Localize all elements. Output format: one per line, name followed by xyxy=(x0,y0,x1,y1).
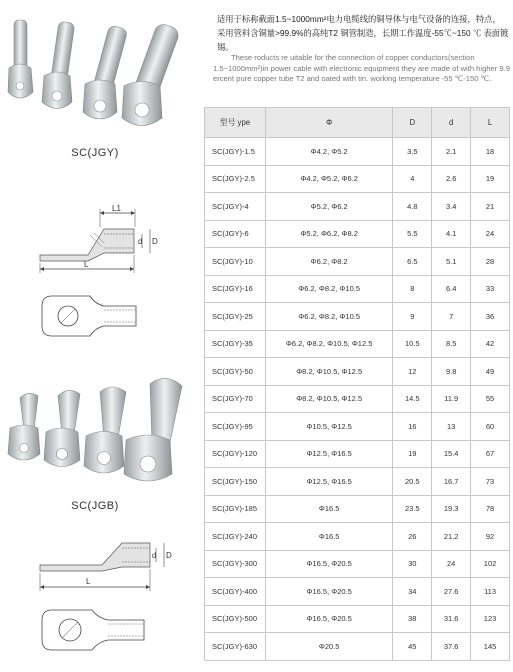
table-row xyxy=(205,220,510,248)
cell-d: 5.1 xyxy=(432,248,471,276)
header-phi: Φ xyxy=(265,108,392,138)
cell-l: 19 xyxy=(471,165,510,193)
cell-model: SC(JGY)-500 xyxy=(205,605,266,633)
cell-phi: Φ6.2, Φ8.2, Φ10.5 xyxy=(265,275,392,303)
cell-phi: Φ16.5, Φ20.5 xyxy=(265,550,392,578)
cell-model: SC(JGY)-95 xyxy=(205,413,266,441)
table-row xyxy=(205,385,510,413)
cell-l: 78 xyxy=(471,495,510,523)
cell-phi: Φ16.5 xyxy=(265,523,392,551)
cell-d: 16.7 xyxy=(432,468,471,496)
spec-table xyxy=(204,107,510,661)
cell-l: 55 xyxy=(471,385,510,413)
cell-d: 15.4 xyxy=(432,440,471,468)
cell-model: SC(JGY)-240 xyxy=(205,523,266,551)
table-body xyxy=(205,138,510,661)
header-big-d: D xyxy=(393,108,432,138)
cell-big-d: 30 xyxy=(393,550,432,578)
cell-phi: Φ4.2, Φ5.2 xyxy=(265,138,392,166)
cell-phi: Φ16.5 xyxy=(265,495,392,523)
cell-phi: Φ4.2, Φ5.2, Φ6.2 xyxy=(265,165,392,193)
cell-d: 37.6 xyxy=(432,633,471,661)
sc-jgy-photo xyxy=(0,0,190,135)
product-illustrations xyxy=(0,0,190,672)
cell-phi: Φ6.2, Φ8.2, Φ10.5 xyxy=(265,303,392,331)
cell-phi: Φ8.2, Φ10.5, Φ12.5 xyxy=(265,358,392,386)
table-row xyxy=(205,165,510,193)
cell-model: SC(JGY)-120 xyxy=(205,440,266,468)
cell-l: 21 xyxy=(471,193,510,221)
cell-big-d: 5.5 xyxy=(393,220,432,248)
cell-big-d: 26 xyxy=(393,523,432,551)
cell-big-d: 6.5 xyxy=(393,248,432,276)
cell-d: 24 xyxy=(432,550,471,578)
cell-d: 8.5 xyxy=(432,330,471,358)
cell-model: SC(JGY)-6 xyxy=(205,220,266,248)
table-row xyxy=(205,275,510,303)
cell-phi: Φ5.2, Φ6.2 xyxy=(265,193,392,221)
cell-d: 11.9 xyxy=(432,385,471,413)
cell-l: 145 xyxy=(471,633,510,661)
cell-model: SC(JGY)-2.5 xyxy=(205,165,266,193)
table-row xyxy=(205,193,510,221)
table-row xyxy=(205,358,510,386)
cell-l: 92 xyxy=(471,523,510,551)
sc-jgy-top-drawing xyxy=(40,292,180,342)
cell-d: 2.1 xyxy=(432,138,471,166)
cell-d: 3.4 xyxy=(432,193,471,221)
cell-big-d: 20.5 xyxy=(393,468,432,496)
cell-big-d: 4 xyxy=(393,165,432,193)
cell-l: 73 xyxy=(471,468,510,496)
cell-model: SC(JGY)-70 xyxy=(205,385,266,413)
spec-panel xyxy=(197,0,513,672)
cell-model: SC(JGY)-16 xyxy=(205,275,266,303)
cell-d: 7 xyxy=(432,303,471,331)
dim-d-label: d xyxy=(138,237,143,246)
sc-jgb-side-drawing xyxy=(30,535,180,595)
cell-big-d: 3.5 xyxy=(393,138,432,166)
cell-big-d: 9 xyxy=(393,303,432,331)
cell-phi: Φ8.2, Φ10.5, Φ12.5 xyxy=(265,385,392,413)
sc-jgy-side-drawing xyxy=(30,205,180,280)
table-row xyxy=(205,303,510,331)
cell-model: SC(JGY)-10 xyxy=(205,248,266,276)
dim-big-l-label: L xyxy=(84,260,89,269)
table-row xyxy=(205,330,510,358)
table-row xyxy=(205,578,510,606)
dim-big-l-label: L xyxy=(86,577,91,586)
cell-phi: Φ12.5, Φ16.5 xyxy=(265,468,392,496)
cell-model: SC(JGY)-25 xyxy=(205,303,266,331)
cell-phi: Φ10.5, Φ12.5 xyxy=(265,413,392,441)
cell-model: SC(JGY)-150 xyxy=(205,468,266,496)
cell-model: SC(JGY)-35 xyxy=(205,330,266,358)
cell-big-d: 38 xyxy=(393,605,432,633)
cell-d: 2.6 xyxy=(432,165,471,193)
table-row xyxy=(205,633,510,661)
description-english: These roducts re uitable for the connection of copper conductors(section 1.5~1000mm²)in power cable with electronic equipment they are made of with higher 9.9 ercent pure copper tube T2 and oated with tin. working temperature -55 ℃-150 ℃. xyxy=(213,53,510,83)
table-row xyxy=(205,413,510,441)
cell-big-d: 34 xyxy=(393,578,432,606)
cell-d: 4.1 xyxy=(432,220,471,248)
dim-d-label: d xyxy=(152,551,157,560)
table-row xyxy=(205,523,510,551)
sc-jgb-top-drawing xyxy=(40,606,180,656)
header-d: d xyxy=(432,108,471,138)
cell-big-d: 23.5 xyxy=(393,495,432,523)
cell-l: 67 xyxy=(471,440,510,468)
cell-phi: Φ5.2, Φ6.2, Φ8.2 xyxy=(265,220,392,248)
dim-big-d-label: D xyxy=(152,237,158,246)
cell-l: 36 xyxy=(471,303,510,331)
cell-model: SC(JGY)-4 xyxy=(205,193,266,221)
cell-l: 33 xyxy=(471,275,510,303)
sc-jgb-photo xyxy=(0,370,190,488)
cell-l: 123 xyxy=(471,605,510,633)
cell-model: SC(JGY)-630 xyxy=(205,633,266,661)
cell-phi: Φ12.5, Φ16.5 xyxy=(265,440,392,468)
cell-big-d: 19 xyxy=(393,440,432,468)
cell-big-d: 45 xyxy=(393,633,432,661)
cell-phi: Φ6.2, Φ8.2, Φ10.5, Φ12.5 xyxy=(265,330,392,358)
header-type: 型号 ype xyxy=(205,108,266,138)
cell-l: 49 xyxy=(471,358,510,386)
cell-d: 31.6 xyxy=(432,605,471,633)
cell-d: 21.2 xyxy=(432,523,471,551)
sc-jgb-caption: SC(JGB) xyxy=(71,500,119,512)
sc-jgy-caption: SC(JGY) xyxy=(71,147,119,159)
cell-l: 28 xyxy=(471,248,510,276)
table-row xyxy=(205,495,510,523)
cell-phi: Φ6.2, Φ8.2 xyxy=(265,248,392,276)
cell-phi: Φ16.5, Φ20.5 xyxy=(265,578,392,606)
dim-l1-label: L1 xyxy=(112,205,121,213)
cell-d: 27.6 xyxy=(432,578,471,606)
cell-big-d: 12 xyxy=(393,358,432,386)
cell-model: SC(JGY)-185 xyxy=(205,495,266,523)
cell-big-d: 10.5 xyxy=(393,330,432,358)
dim-big-d-label: D xyxy=(166,551,172,560)
cell-model: SC(JGY)-50 xyxy=(205,358,266,386)
table-row xyxy=(205,605,510,633)
table-row xyxy=(205,440,510,468)
cell-d: 6.4 xyxy=(432,275,471,303)
cell-d: 13 xyxy=(432,413,471,441)
cell-big-d: 4.8 xyxy=(393,193,432,221)
cell-l: 18 xyxy=(471,138,510,166)
table-row xyxy=(205,248,510,276)
cell-l: 24 xyxy=(471,220,510,248)
table-header-row xyxy=(205,108,510,138)
cell-d: 19.3 xyxy=(432,495,471,523)
table-row xyxy=(205,138,510,166)
cell-d: 9.8 xyxy=(432,358,471,386)
cell-l: 102 xyxy=(471,550,510,578)
cell-big-d: 16 xyxy=(393,413,432,441)
cell-big-d: 14.5 xyxy=(393,385,432,413)
cell-model: SC(JGY)-1.5 xyxy=(205,138,266,166)
cell-model: SC(JGY)-300 xyxy=(205,550,266,578)
table-row xyxy=(205,468,510,496)
cell-big-d: 8 xyxy=(393,275,432,303)
description-chinese: 适用于标称截面1.5~1000mm²电力电缆线的铜导体与电气设备的连接，特点，采用管料含铜量>99.9%的高纯T2 铜管制造，长期工作温度-55℃~150 ℃ 表面镀锡。 xyxy=(217,14,509,52)
cell-phi: Φ20.5 xyxy=(265,633,392,661)
cell-model: SC(JGY)-400 xyxy=(205,578,266,606)
cell-phi: Φ16.5, Φ20.5 xyxy=(265,605,392,633)
cell-l: 113 xyxy=(471,578,510,606)
table-row xyxy=(205,550,510,578)
cell-l: 60 xyxy=(471,413,510,441)
header-l: L xyxy=(471,108,510,138)
cell-l: 42 xyxy=(471,330,510,358)
